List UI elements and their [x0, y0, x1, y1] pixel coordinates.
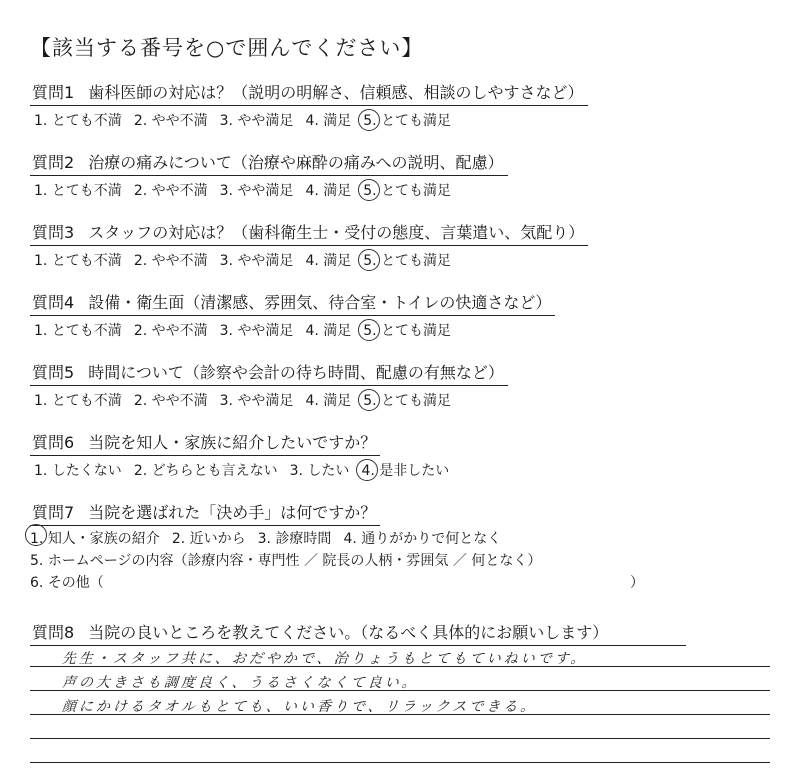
option-number: 3. — [219, 183, 233, 199]
option-4[interactable] — [305, 250, 351, 270]
question-5-title — [30, 360, 508, 386]
question-7-option-6[interactable] — [30, 572, 770, 594]
option-number: 1. — [34, 113, 48, 129]
question-5 — [30, 360, 770, 410]
question-5-options — [34, 390, 770, 410]
question-7-options-row-1 — [30, 528, 770, 550]
option-text: 満足 — [323, 393, 352, 409]
option-number: 2. — [133, 183, 148, 199]
option-text: とても不満 — [51, 393, 122, 409]
question-5-label: 質問5 — [32, 363, 75, 382]
option-number: 1. — [34, 323, 48, 339]
option-text: やや満足 — [237, 323, 294, 339]
option-text: やや満足 — [237, 393, 294, 409]
option-3[interactable] — [220, 180, 294, 200]
option-number: 5. — [363, 393, 377, 409]
page-header: 【該当する番号を○で囲んでください】 — [30, 36, 424, 60]
option-text: やや不満 — [151, 113, 208, 129]
option-number: 3. — [219, 253, 233, 269]
option-text: 通りがかりで何となく — [361, 531, 502, 547]
question-2-options — [34, 180, 770, 200]
option-1[interactable] — [34, 460, 122, 480]
option-text: 満足 — [323, 113, 352, 129]
option-text: 知人・家族の紹介 — [47, 531, 160, 547]
option-number: 5. — [363, 323, 377, 339]
option-text: したい — [307, 463, 350, 479]
question-7-text: 当院を選ばれた「決め手」は何ですか？ — [88, 503, 377, 522]
option-text: やや不満 — [151, 323, 208, 339]
option-1[interactable] — [34, 250, 122, 270]
question-2-title — [30, 150, 508, 176]
option-number: 4. — [305, 183, 319, 199]
option-number: 1. — [30, 528, 43, 550]
option-text: とても満足 — [381, 393, 452, 409]
option-number: 5. — [363, 113, 377, 129]
question-2-text: 治療の痛みについて（治療や麻酔の痛みへの説明、配慮） — [88, 153, 504, 172]
option-2[interactable] — [134, 110, 208, 130]
option-number: 2. — [171, 531, 186, 547]
option-number: 4. — [361, 463, 375, 479]
option-text: とても不満 — [51, 323, 122, 339]
question-7-option-5[interactable] — [30, 550, 770, 572]
option-text: とても不満 — [51, 183, 122, 199]
option-4[interactable] — [305, 390, 351, 410]
handwritten-answer-3: 顔にかけるタオルもとても、いい香りで、リラックスできる。 — [61, 699, 538, 715]
option-number: 2. — [133, 113, 148, 129]
question-6 — [30, 430, 770, 480]
option-4[interactable] — [305, 320, 351, 340]
option-number: 4. — [305, 323, 319, 339]
option-text: とても不満 — [51, 113, 122, 129]
option-5[interactable] — [363, 110, 451, 130]
answer-line-4 — [30, 738, 770, 739]
option-2[interactable] — [172, 528, 246, 550]
question-8 — [30, 620, 770, 646]
option-number: 1. — [34, 183, 48, 199]
option-2[interactable] — [134, 390, 208, 410]
question-2-label: 質問2 — [32, 153, 75, 172]
option-text: とても不満 — [51, 253, 122, 269]
option-number: 5. — [363, 183, 377, 199]
question-8-text: 当院の良いところを教えてください。（なるべく具体的にお願いします） — [88, 623, 609, 642]
question-4-label: 質問4 — [32, 293, 75, 312]
option-text: 満足 — [323, 183, 352, 199]
question-8-title — [30, 620, 686, 646]
option-text: 近いから — [189, 531, 246, 547]
option-number: 2. — [133, 463, 148, 479]
option-text: 是非したい — [379, 463, 450, 479]
question-3-options — [34, 250, 770, 270]
answer-line-5 — [30, 762, 770, 763]
option-3[interactable] — [220, 390, 294, 410]
handwritten-answer-2: 声の大きさも調度良く、うるさくなくて良い。 — [61, 675, 420, 691]
option-5[interactable] — [363, 180, 451, 200]
option-text: ホームページの内容（診療内容・専門性 ／ 院長の人柄・雰囲気 ／ 何となく） — [47, 553, 542, 569]
option-number: 2. — [133, 393, 148, 409]
option-1[interactable] — [34, 180, 122, 200]
question-1-label: 質問1 — [32, 83, 75, 102]
option-3[interactable] — [290, 460, 350, 480]
close-paren: ） — [630, 575, 644, 591]
option-4[interactable] — [305, 180, 351, 200]
option-4[interactable] — [305, 110, 351, 130]
option-text: やや不満 — [151, 393, 208, 409]
option-number: 1. — [34, 463, 48, 479]
option-number: 2. — [133, 323, 148, 339]
option-number: 5. — [363, 253, 377, 269]
option-number: 4. — [305, 113, 319, 129]
option-4[interactable] — [343, 528, 501, 550]
option-1[interactable] — [34, 390, 122, 410]
handwritten-answer-1: 先生・スタッフ共に、おだやかで、治りょうもとてもていねいです。 — [61, 651, 589, 667]
question-3-text: スタッフの対応は？（歯科衛生士・受付の態度、言葉遣い、気配り） — [88, 223, 585, 242]
option-number: 3. — [289, 463, 303, 479]
question-3-title — [30, 220, 588, 246]
question-1 — [30, 80, 770, 130]
option-text: 診療時間 — [275, 531, 332, 547]
question-4-options — [34, 320, 770, 340]
question-1-text: 歯科医師の対応は？（説明の明解さ、信頼感、相談のしやすさなど） — [88, 83, 584, 102]
option-text: とても満足 — [381, 323, 452, 339]
option-1[interactable] — [34, 110, 122, 130]
option-4[interactable] — [361, 460, 449, 480]
option-text: とても満足 — [381, 253, 452, 269]
option-1[interactable] — [34, 320, 122, 340]
option-text: やや満足 — [237, 253, 294, 269]
option-5[interactable] — [363, 390, 451, 410]
option-text: 満足 — [323, 253, 352, 269]
option-number: 1. — [34, 253, 48, 269]
question-1-title — [30, 80, 588, 106]
option-number: 4. — [305, 393, 319, 409]
option-3[interactable] — [220, 320, 294, 340]
option-3[interactable] — [220, 250, 294, 270]
option-text: その他（ — [47, 575, 104, 591]
option-5[interactable] — [363, 250, 451, 270]
option-2[interactable] — [134, 320, 208, 340]
option-number: 5. — [30, 553, 44, 569]
option-3[interactable] — [220, 110, 294, 130]
option-number: 4. — [343, 531, 357, 547]
option-5[interactable] — [363, 320, 451, 340]
question-3-label: 質問3 — [32, 223, 75, 242]
option-text: とても満足 — [381, 113, 452, 129]
option-text: やや不満 — [151, 253, 208, 269]
question-7-title — [30, 500, 380, 526]
option-text: やや満足 — [237, 183, 294, 199]
question-7-label: 質問7 — [32, 503, 75, 522]
option-2[interactable] — [134, 460, 278, 480]
option-number: 3. — [219, 113, 233, 129]
question-6-title — [30, 430, 380, 456]
option-number: 3. — [219, 323, 233, 339]
option-number: 1. — [34, 393, 48, 409]
question-5-text: 時間について（診察や会計の待ち時間、配慮の有無など） — [88, 363, 504, 382]
option-text: やや満足 — [237, 113, 294, 129]
option-text: やや不満 — [151, 183, 208, 199]
option-number: 3. — [257, 531, 271, 547]
option-3[interactable] — [258, 528, 332, 550]
option-number: 6. — [30, 575, 44, 591]
question-1-options — [34, 110, 770, 130]
option-2[interactable] — [134, 180, 208, 200]
option-text: したくない — [51, 463, 122, 479]
question-8-label: 質問8 — [32, 623, 75, 642]
option-text: 満足 — [323, 323, 352, 339]
question-2 — [30, 150, 770, 200]
option-number: 2. — [133, 253, 148, 269]
option-number: 3. — [219, 393, 233, 409]
option-number: 4. — [305, 253, 319, 269]
option-text: とても満足 — [381, 183, 452, 199]
question-7 — [30, 500, 770, 594]
option-1[interactable] — [30, 528, 160, 550]
question-4 — [30, 290, 770, 340]
question-6-options — [34, 460, 770, 480]
option-2[interactable] — [134, 250, 208, 270]
question-3 — [30, 220, 770, 270]
question-6-label: 質問6 — [32, 433, 75, 452]
question-4-title — [30, 290, 555, 316]
question-6-text: 当院を知人・家族に紹介したいですか？ — [88, 433, 377, 452]
question-4-text: 設備・衛生面（清潔感、雰囲気、待合室・トイレの快適さなど） — [88, 293, 552, 312]
option-text: どちらとも言えない — [151, 463, 278, 479]
